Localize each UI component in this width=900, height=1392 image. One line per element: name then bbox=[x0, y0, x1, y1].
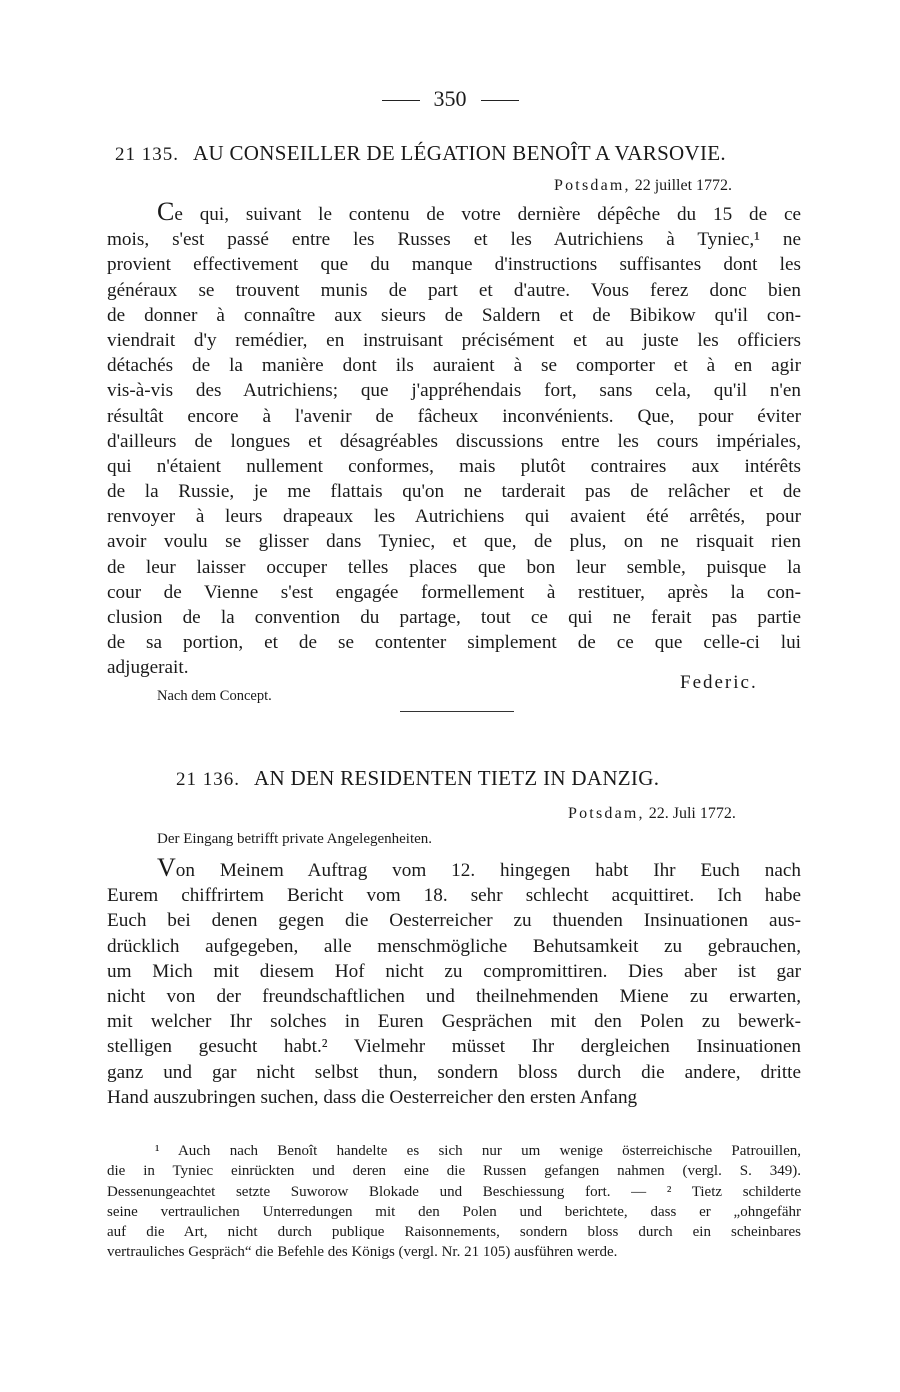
body-line: détachés de la manière dont ils auraient à se comporter et à en agir bbox=[107, 355, 801, 377]
body-line: de la Russie, je me flattais qu'on ne tarderait pas de relâcher et de bbox=[107, 481, 801, 503]
letter-place: Potsdam, bbox=[554, 177, 631, 194]
page-number: 350 bbox=[433, 86, 467, 111]
signature: Federic. bbox=[680, 672, 758, 693]
body-line: vis-à-vis des Autrichiens; que j'appréhendais fort, sans cela, qu'il n'en bbox=[107, 380, 801, 402]
footnote-line: vertrauliches Gespräch“ die Befehle des Königs (vergl. Nr. 21 105) ausführen werde. bbox=[107, 1244, 618, 1261]
body-line: mit welcher Ihr solches in Euren Gesprächen mit den Polen zu bewerk- bbox=[107, 1011, 801, 1033]
body-line: clusion de la convention du partage, tout ce qui ne ferait pas partie bbox=[107, 607, 801, 628]
body-line: viendrait d'y remédier, en instruisant précisément et au juste les officiers bbox=[107, 329, 801, 351]
body-line: cour de Vienne s'est engagée formellement à restituer, après la con- bbox=[107, 581, 801, 603]
body-line: Eurem chiffrirtem Bericht vom 18. sehr schlecht acquittiret. Ich habe bbox=[107, 885, 801, 907]
body-line: Von Meinem Auftrag vom 12. hingegen habt Ihr Euch nach bbox=[157, 853, 801, 882]
letter-number: 21 135. bbox=[115, 144, 179, 165]
body-line: qui n'étaient nullement conformes, mais plutôt contraires aux intérêts bbox=[107, 455, 801, 477]
source-note: Nach dem Concept. bbox=[157, 688, 272, 704]
letter-title: AN DEN RESIDENTEN TIETZ IN DANZIG. bbox=[254, 766, 660, 790]
footnote-line: seine vertraulichen Unterredungen mit den Polen und berichtete, dass er „ohngefähr bbox=[107, 1203, 801, 1220]
body-line: mois, s'est passé entre les Russes et les Autrichiens à Tyniec,¹ ne bbox=[107, 229, 801, 251]
footnotes bbox=[107, 1141, 801, 1263]
body-line: nicht von der freundschaftlichen und theilnehmenden Miene zu erwarten, bbox=[107, 985, 801, 1007]
header-rule-left bbox=[382, 100, 420, 101]
body-line: stelligen gesucht habt.² Vielmehr müsset Ihr dergleichen Insinuationen bbox=[107, 1036, 801, 1058]
initial-letter: C bbox=[157, 197, 175, 226]
footnote-line: Dessenungeachtet setzte Suworow Blokade und Beschiessung fort. — ² Tietz schilderte bbox=[107, 1183, 801, 1200]
body-line: drücklich aufgegeben, alle menschmögliche Behutsamkeit zu gebrauchen, bbox=[107, 935, 801, 957]
body-line: de sa portion, et de se contenter simplement de ce que celle-ci lui bbox=[107, 632, 801, 654]
footnote-line: die in Tyniec einrückten und deren eine die Russen gefangen nahmen (vergl. S. 349). bbox=[107, 1163, 801, 1180]
letter-dateline bbox=[554, 177, 732, 195]
body-line: Hand auszubringen suchen, dass die Oesterreicher den ersten Anfang bbox=[107, 1086, 638, 1108]
body-line: d'ailleurs de longues et désagréables discussions entre les cours impériales, bbox=[107, 430, 801, 452]
body-line: renvoyer à leurs drapeaux les Autrichiens qui avaient été arrêtés, pour bbox=[107, 506, 801, 528]
letter-heading bbox=[176, 766, 659, 791]
letter-dateline bbox=[568, 805, 736, 823]
letter-place: Potsdam, bbox=[568, 805, 645, 822]
body-line: provient effectivement que du manque d'instructions suffisantes dont les bbox=[107, 254, 801, 276]
footnote-line: auf die Art, nicht durch publique Raisonnements, sondern bloss durch ein scheinbares bbox=[107, 1224, 801, 1241]
body-line: ganz und gar nicht selbst thun, sondern bloss durch die andere, dritte bbox=[107, 1061, 801, 1083]
header-rule-right bbox=[481, 100, 519, 101]
body-line: résultât encore à l'avenir de fâcheux inconvénients. Que, pour éviter bbox=[107, 405, 801, 427]
body-line: adjugerait. bbox=[107, 657, 189, 679]
intro-note: Der Eingang betrifft private Angelegenheiten. bbox=[157, 831, 433, 847]
page-number-header bbox=[0, 86, 900, 112]
letter-date: 22 juillet 1772. bbox=[634, 177, 733, 194]
body-line: Euch bei denen gegen die Oesterreicher zu thuenden Insinuationen aus- bbox=[107, 910, 801, 932]
body-line: de leur laisser occuper telles places que bon leur semble, puisque la bbox=[107, 556, 801, 578]
letter-title: AU CONSEILLER DE LÉGATION BENOÎT A VARSOVIE. bbox=[193, 141, 726, 165]
letter-body bbox=[107, 853, 801, 1110]
initial-letter: V bbox=[157, 853, 176, 882]
body-line: um Mich mit diesem Hof nicht zu compromittiren. Dies aber ist gar bbox=[107, 960, 801, 982]
letter-body bbox=[107, 197, 801, 681]
body-line: Ce qui, suivant le contenu de votre dernière dépêche du 15 de ce bbox=[157, 197, 801, 226]
footnote-line: ¹ Auch nach Benoît handelte es sich nur um wenige österreichische Patrouillen, bbox=[155, 1143, 801, 1159]
body-line: avoir voulu se glisser dans Tyniec, et que, de plus, on ne risquait rien bbox=[107, 531, 801, 553]
letter-heading bbox=[115, 141, 726, 166]
body-line: généraux se trouvent munis de part et d'autre. Vous ferez donc bien bbox=[107, 279, 801, 301]
letter-date: 22. Juli 1772. bbox=[648, 805, 736, 822]
body-line: de donner à connaître aux sieurs de Saldern et de Bibikow qu'il con- bbox=[107, 304, 801, 326]
section-divider bbox=[400, 711, 514, 712]
letter-number: 21 136. bbox=[176, 769, 240, 790]
